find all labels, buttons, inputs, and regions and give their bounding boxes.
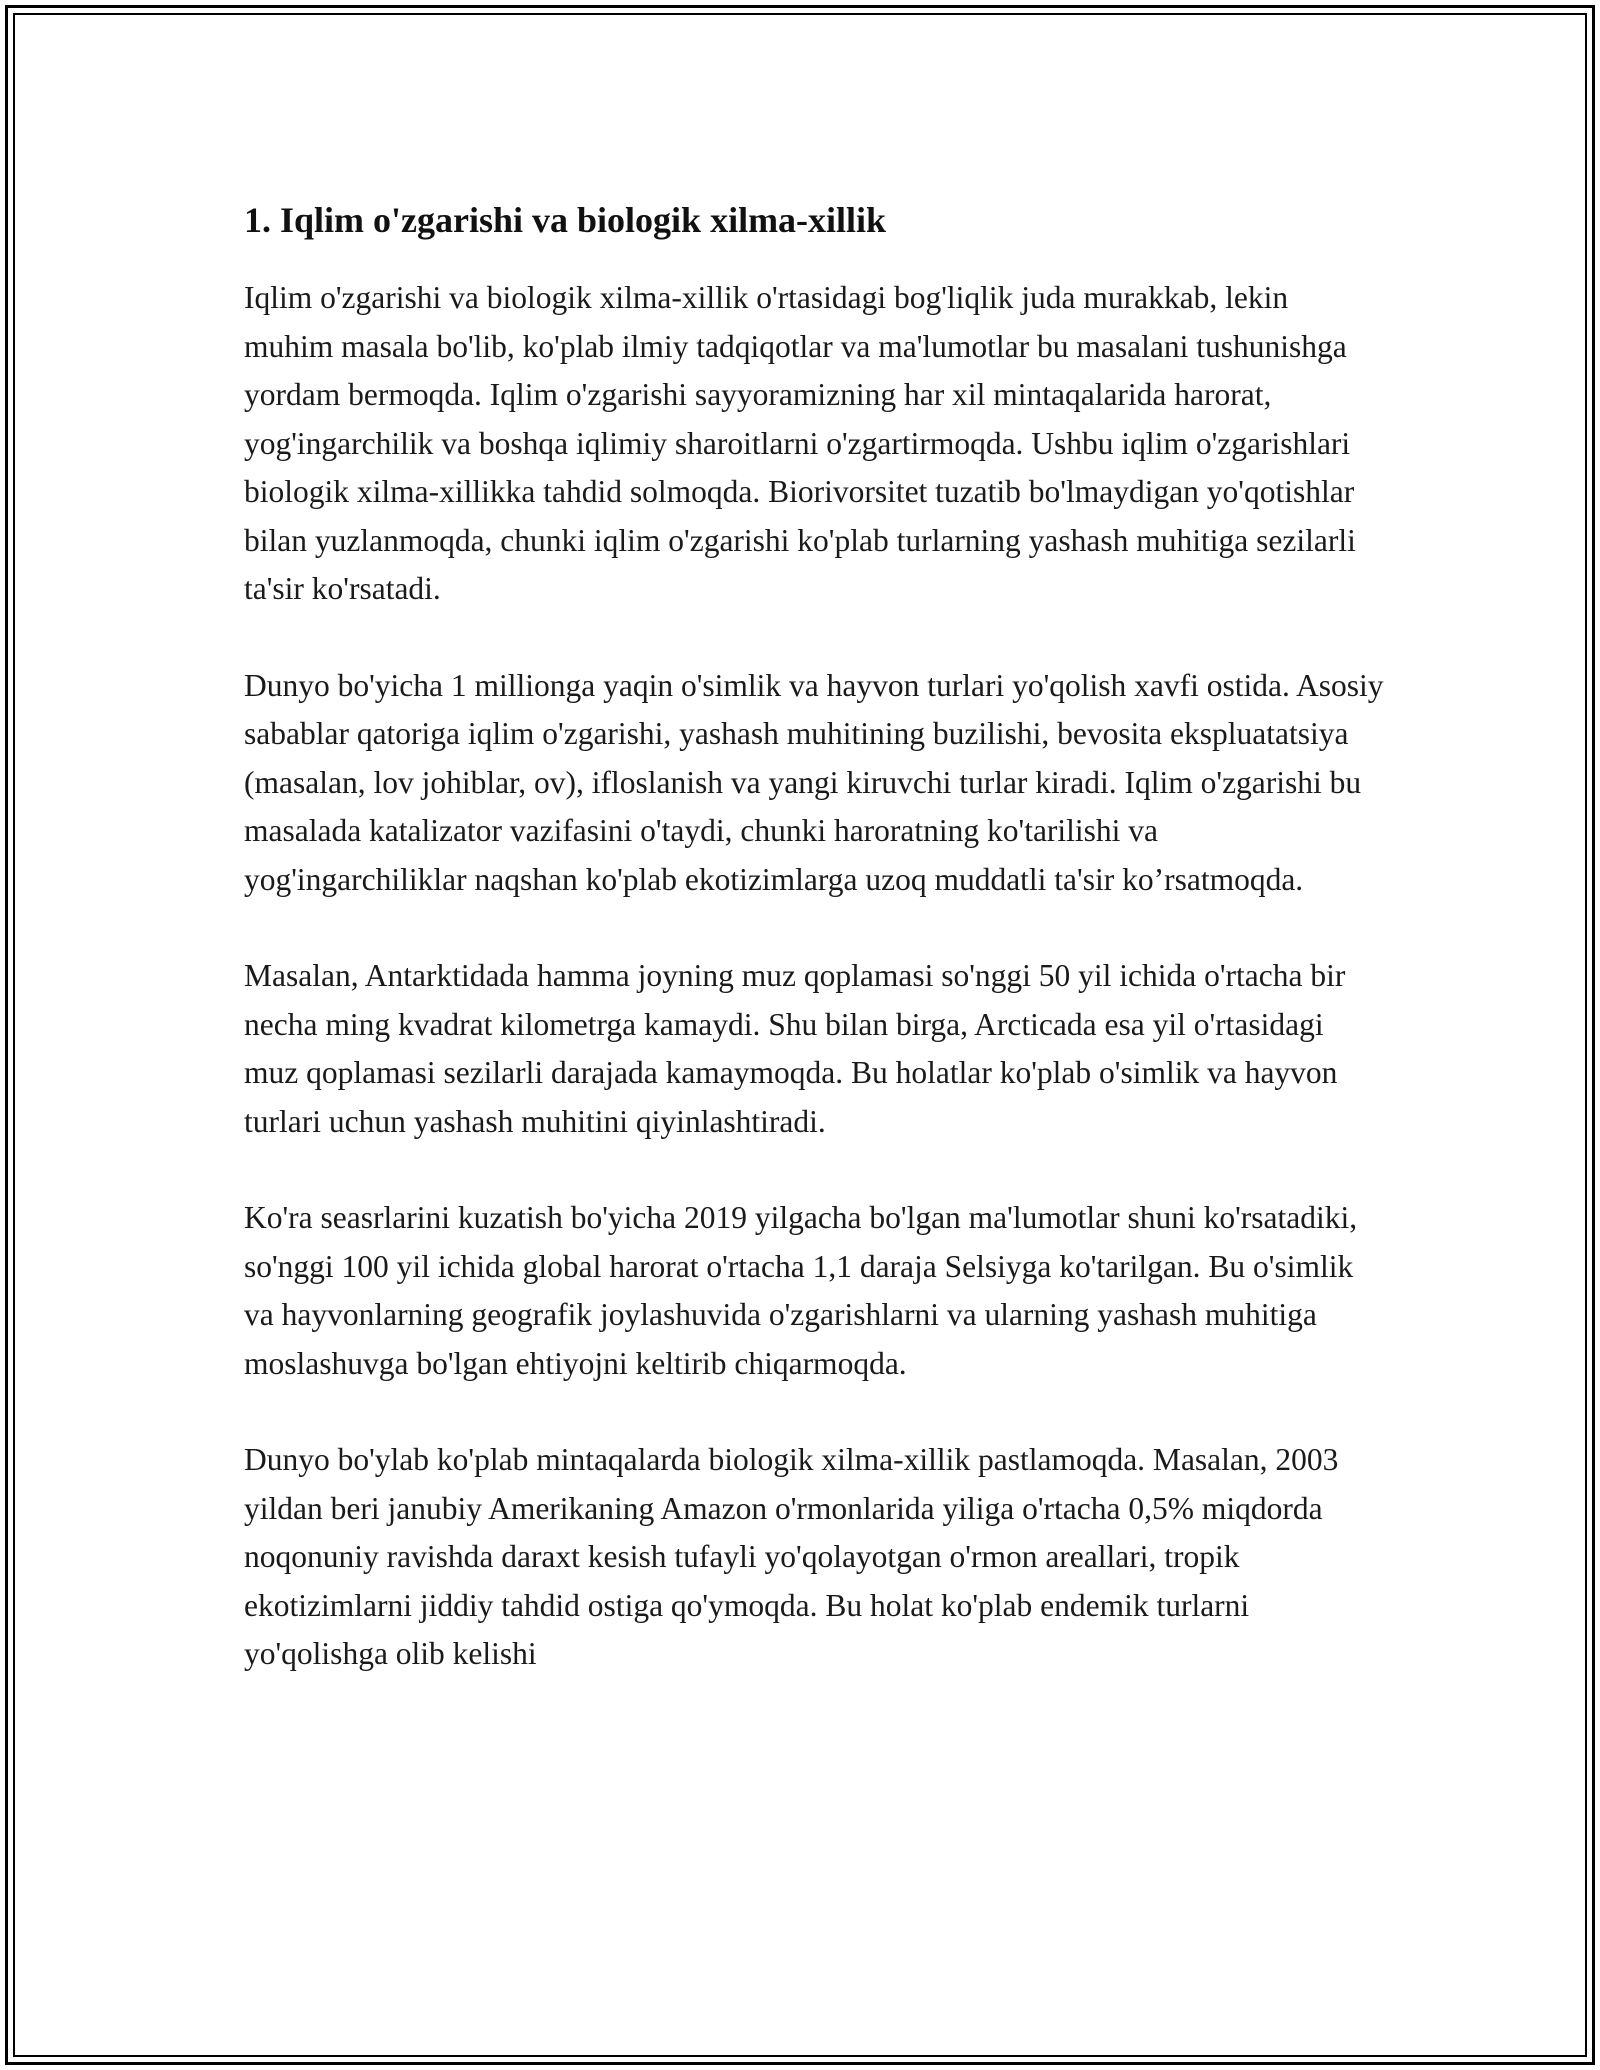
paragraph-4: Ko'ra seasrlarini kuzatish bo'yicha 2019 yilgacha bo'lgan ma'lumotlar shuni ko'rsatadiki, so'nggi 100 yil ichida global harorat o'rtacha 1,1 daraja Selsiyga ko'tarilgan. Bu o'simlik va hayvonlarning geografik joylashuvida o'zgarishlarni va ularning yashash muhitiga moslashuvga bo'lgan ehtiyojni keltirib chiqarmoqda. [244, 1200, 1358, 1381]
section-heading: 1. Iqlim o'zgarishi va biologik xilma-xillik [244, 200, 887, 240]
paragraph-5: Dunyo bo'ylab ko'plab mintaqalarda biologik xilma-xillik pastlamoqda. Masalan, 2003 yildan beri janubiy Amerikaning Amazon o'rmonlarida yiliga o'rtacha 0,5% miqdorda noqonuniy ravishda daraxt kesish tufayli yo'qolayotgan o'rmon areallari, tropik ekotizimlarni jiddiy tahdid ostiga qo'ymoqda. Bu holat ko'plab endemik turlarni yo'qolishga olib kelishi [244, 1442, 1339, 1671]
paragraph-1: Iqlim o'zgarishi va biologik xilma-xillik o'rtasidagi bog'liqlik juda murakkab, lekin muhim masala bo'lib, ko'plab ilmiy tadqiqotlar va ma'lumotlar bu masalani tushunishga yordam bermoqda. Iqlim o'zgarishi sayyoramizning har xil mintaqalarida harorat, yog'ingarchilik va boshqa iqlimiy sharoitlarni o'zgartirmoqda. Ushbu iqlim o'zgarishlari biologik xilma-xillikka tahdid solmoqda. Biorivorsitet tuzatib bo'lmaydigan yo'qotishlar bilan yuzlanmoqda, chunki iqlim o'zgarishi ko'plab turlarning yashash muhitiga sezilarli ta'sir ko'rsatadi. [244, 280, 1356, 606]
page-frame [5, 5, 1595, 2065]
paragraph-2: Dunyo bo'yicha 1 millionga yaqin o'simlik va hayvon turlari yo'qolish xavfi ostida. Asosiy sabablar qatoriga iqlim o'zgarishi, yashash muhitining buzilishi, bevosita ekspluatatsiya (masalan, lov johiblar, ov), ifloslanish va yangi kiruvchi turlar kiradi. Iqlim o'zgarishi bu masalada katalizator vazifasini o'taydi, chunki haroratning ko'tarilishi va yog'ingarchiliklar naqshan ko'plab ekotizimlarga uzoq muddatli ta'sir ko’rsatmoqda. [244, 667, 1384, 897]
document-body [244, 194, 1384, 1727]
paragraph-3: Masalan, Antarktidada hamma joyning muz qoplamasi so'nggi 50 yil ichida o'rtacha bir necha ming kvadrat kilometrga kamaydi. Shu bilan birga, Arcticada esa yil o'rtasidagi muz qoplamasi sezilarli darajada kamaymoqda. Bu holatlar ko'plab o'simlik va hayvon turlari uchun yashash muhitini qiyinlashtiradi. [244, 958, 1346, 1139]
